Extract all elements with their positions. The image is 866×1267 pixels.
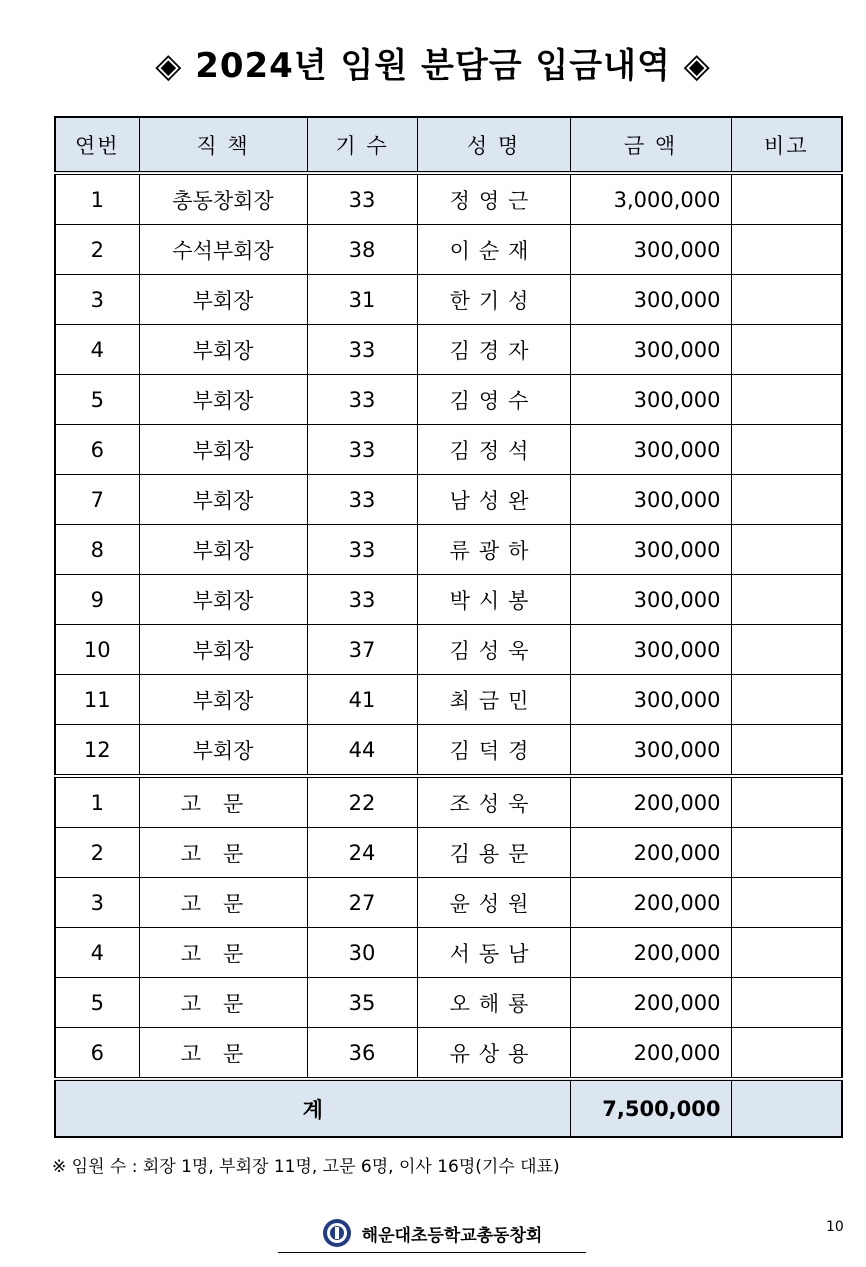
- total-label: 계: [55, 1079, 570, 1137]
- row-no: 10: [55, 625, 139, 675]
- row-amount: 300,000: [570, 375, 731, 425]
- header-generation: 기 수: [307, 117, 417, 173]
- row-no: 4: [55, 325, 139, 375]
- row-note: [731, 1028, 842, 1080]
- row-note: [731, 776, 842, 828]
- header-name: 성 명: [417, 117, 570, 173]
- row-amount: 300,000: [570, 725, 731, 777]
- row-position: 수석부회장: [139, 225, 307, 275]
- row-name: 오해룡: [417, 978, 570, 1028]
- table-row: [55, 525, 842, 575]
- total-note: [731, 1079, 842, 1137]
- row-name: 윤성원: [417, 878, 570, 928]
- row-generation: 33: [307, 525, 417, 575]
- row-no: 3: [55, 275, 139, 325]
- row-position: 부회장: [139, 325, 307, 375]
- row-note: [731, 575, 842, 625]
- row-amount: 300,000: [570, 675, 731, 725]
- row-name: 조성욱: [417, 776, 570, 828]
- row-no: 2: [55, 828, 139, 878]
- row-amount: 300,000: [570, 275, 731, 325]
- row-generation: 24: [307, 828, 417, 878]
- contribution-table: [54, 116, 843, 1138]
- row-no: 6: [55, 425, 139, 475]
- row-position: 고문: [139, 1028, 307, 1080]
- row-generation: 33: [307, 375, 417, 425]
- row-generation: 33: [307, 475, 417, 525]
- row-generation: 27: [307, 878, 417, 928]
- row-position: 부회장: [139, 275, 307, 325]
- row-generation: 44: [307, 725, 417, 777]
- row-name: 김덕경: [417, 725, 570, 777]
- organization-name: 해운대초등학교총동창회: [361, 1225, 543, 1246]
- row-name: 김경자: [417, 325, 570, 375]
- row-amount: 300,000: [570, 575, 731, 625]
- row-name: 이순재: [417, 225, 570, 275]
- row-note: [731, 675, 842, 725]
- row-no: 5: [55, 978, 139, 1028]
- row-no: 1: [55, 776, 139, 828]
- row-note: [731, 725, 842, 777]
- row-generation: 37: [307, 625, 417, 675]
- row-position: 고문: [139, 828, 307, 878]
- table-row: [55, 375, 842, 425]
- row-name: 유상용: [417, 1028, 570, 1080]
- total-row: [55, 1079, 842, 1137]
- row-generation: 36: [307, 1028, 417, 1080]
- table-row: [55, 425, 842, 475]
- row-position: 고문: [139, 978, 307, 1028]
- row-note: [731, 928, 842, 978]
- row-no: 4: [55, 928, 139, 978]
- row-note: [731, 625, 842, 675]
- row-amount: 200,000: [570, 1028, 731, 1080]
- row-generation: 22: [307, 776, 417, 828]
- row-position: 부회장: [139, 475, 307, 525]
- header-amount: 금 액: [570, 117, 731, 173]
- row-note: [731, 375, 842, 425]
- row-position: 고문: [139, 878, 307, 928]
- table-row: [55, 173, 842, 225]
- row-amount: 300,000: [570, 625, 731, 675]
- table-row: [55, 675, 842, 725]
- row-amount: 200,000: [570, 878, 731, 928]
- row-note: [731, 275, 842, 325]
- table-row: [55, 978, 842, 1028]
- row-generation: 41: [307, 675, 417, 725]
- row-name: 박시봉: [417, 575, 570, 625]
- row-position: 부회장: [139, 425, 307, 475]
- row-position: 부회장: [139, 575, 307, 625]
- row-position: 총동창회장: [139, 173, 307, 225]
- table-row: [55, 928, 842, 978]
- row-no: 5: [55, 375, 139, 425]
- header-no: 연번: [55, 117, 139, 173]
- page-number: 10: [826, 1219, 844, 1235]
- total-amount: 7,500,000: [570, 1079, 731, 1137]
- row-name: 김성욱: [417, 625, 570, 675]
- row-note: [731, 475, 842, 525]
- table-header-row: [55, 117, 842, 173]
- row-position: 부회장: [139, 625, 307, 675]
- row-position: 부회장: [139, 525, 307, 575]
- row-generation: 33: [307, 575, 417, 625]
- row-name: 김정석: [417, 425, 570, 475]
- row-generation: 33: [307, 173, 417, 225]
- row-note: [731, 525, 842, 575]
- table-row: [55, 1028, 842, 1080]
- row-note: [731, 425, 842, 475]
- page-title: ◈ 2024년 임원 분담금 입금내역 ◈: [155, 46, 711, 86]
- row-no: 12: [55, 725, 139, 777]
- row-no: 6: [55, 1028, 139, 1080]
- row-position: 부회장: [139, 375, 307, 425]
- row-amount: 200,000: [570, 978, 731, 1028]
- table-row: [55, 475, 842, 525]
- row-name: 김용문: [417, 828, 570, 878]
- row-generation: 31: [307, 275, 417, 325]
- row-generation: 33: [307, 425, 417, 475]
- row-position: 부회장: [139, 725, 307, 777]
- row-amount: 300,000: [570, 475, 731, 525]
- row-name: 최금민: [417, 675, 570, 725]
- row-generation: 38: [307, 225, 417, 275]
- table-row: [55, 725, 842, 777]
- row-generation: 33: [307, 325, 417, 375]
- row-position: 부회장: [139, 675, 307, 725]
- footnote: ※ 임원 수 : 회장 1명, 부회장 11명, 고문 6명, 이사 16명(기수 대표): [52, 1157, 560, 1177]
- row-no: 9: [55, 575, 139, 625]
- row-no: 8: [55, 525, 139, 575]
- row-amount: 300,000: [570, 225, 731, 275]
- header-position: 직 책: [139, 117, 307, 173]
- row-name: 류광하: [417, 525, 570, 575]
- row-name: 남성완: [417, 475, 570, 525]
- row-no: 11: [55, 675, 139, 725]
- header-note: 비고: [731, 117, 842, 173]
- row-amount: 200,000: [570, 928, 731, 978]
- row-amount: 200,000: [570, 776, 731, 828]
- row-amount: 300,000: [570, 425, 731, 475]
- table-row: [55, 225, 842, 275]
- row-amount: 3,000,000: [570, 173, 731, 225]
- row-position: 고문: [139, 928, 307, 978]
- row-position: 고문: [139, 776, 307, 828]
- table-row: [55, 325, 842, 375]
- row-amount: 300,000: [570, 525, 731, 575]
- school-emblem-icon: [322, 1218, 352, 1248]
- row-name: 한기성: [417, 275, 570, 325]
- row-note: [731, 978, 842, 1028]
- row-note: [731, 878, 842, 928]
- table-row: [55, 878, 842, 928]
- row-generation: 35: [307, 978, 417, 1028]
- table-row: [55, 828, 842, 878]
- row-generation: 30: [307, 928, 417, 978]
- row-note: [731, 828, 842, 878]
- table-row: [55, 275, 842, 325]
- footer: [278, 1214, 586, 1253]
- row-name: 서동남: [417, 928, 570, 978]
- table-row: [55, 776, 842, 828]
- row-no: 1: [55, 173, 139, 225]
- row-amount: 300,000: [570, 325, 731, 375]
- row-note: [731, 225, 842, 275]
- row-no: 3: [55, 878, 139, 928]
- row-amount: 200,000: [570, 828, 731, 878]
- row-note: [731, 325, 842, 375]
- row-no: 7: [55, 475, 139, 525]
- row-no: 2: [55, 225, 139, 275]
- row-name: 정영근: [417, 173, 570, 225]
- table-row: [55, 575, 842, 625]
- row-name: 김영수: [417, 375, 570, 425]
- row-note: [731, 173, 842, 225]
- table-row: [55, 625, 842, 675]
